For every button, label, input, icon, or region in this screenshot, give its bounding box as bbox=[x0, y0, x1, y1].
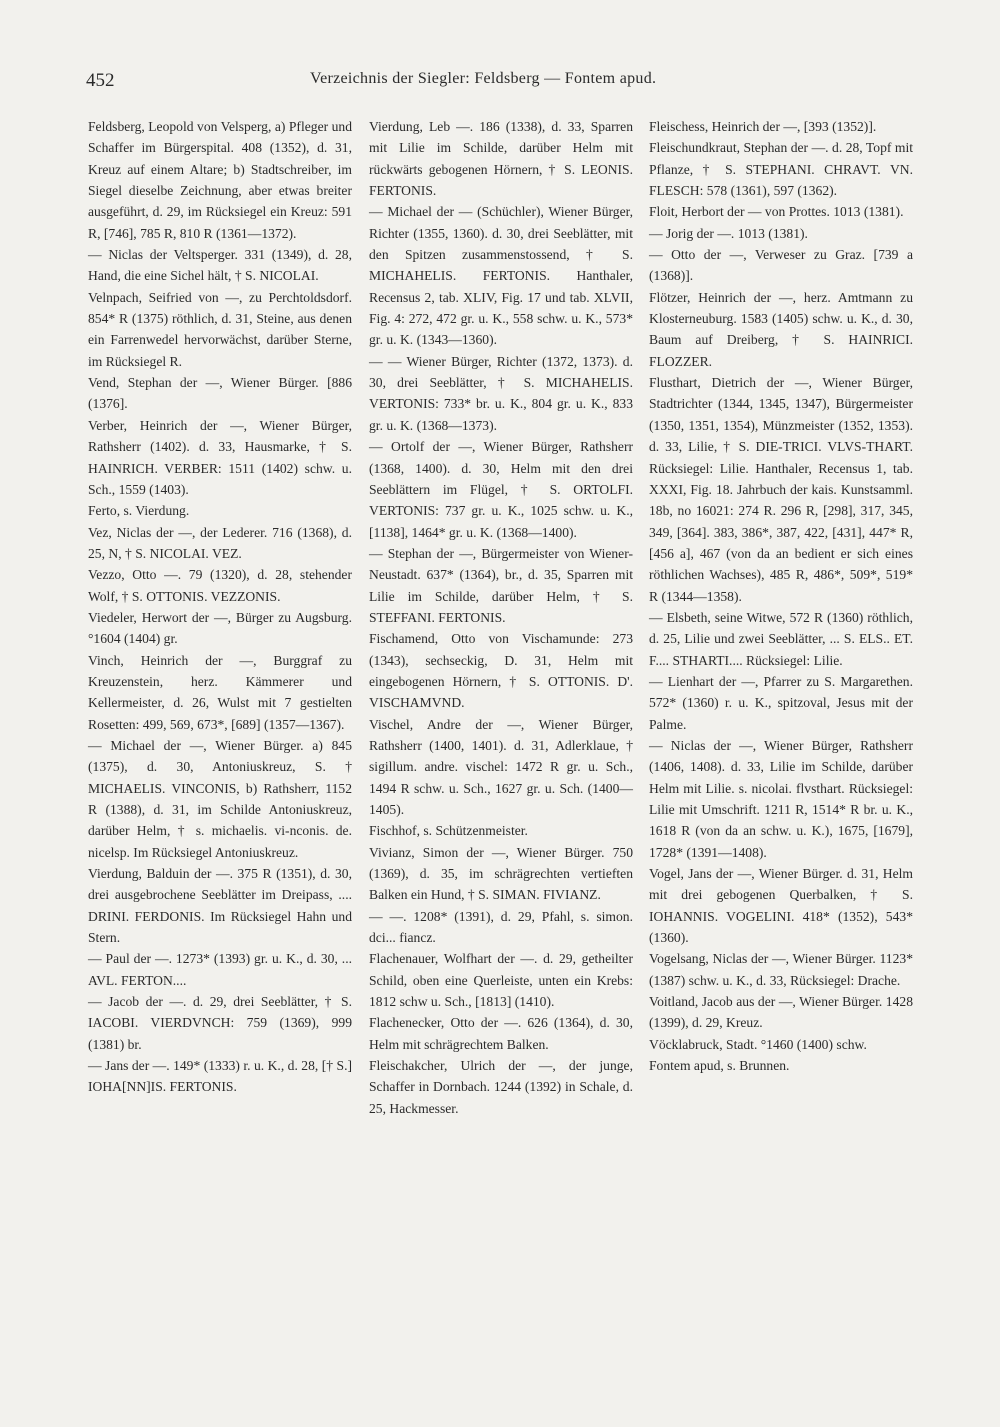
index-entry: Vierdung, Balduin der —. 375 R (1351), d. 30, drei ausgebrochene Seeblätter im Dreipass, .... DRINI. FERDONIS. Im Rücksiegel Hahn und Stern. bbox=[88, 866, 352, 946]
index-entry: — —. 1208* (1391), d. 29, Pfahl, s. simon. dci... fiancz. bbox=[369, 908, 633, 946]
index-entry: Vezzo, Otto —. 79 (1320), d. 28, stehender Wolf, † S. OTTONIS. VEZZONIS. bbox=[88, 567, 352, 604]
index-entry: Flötzer, Heinrich der —, herz. Amtmann zu Klosterneuburg. 1583 (1405) schw. u. K., d. 30, Baum auf Dreiberg, † S. HAINRICI. FLOZZER. bbox=[649, 289, 913, 369]
index-entry: — Niclas der Veltsperger. 331 (1349), d. 28, Hand, die eine Sichel hält, † S. NICOLAI. bbox=[88, 247, 352, 284]
index-entry: Flachenauer, Wolfhart der —. d. 29, getheilter Schild, oben eine Querleiste, unten ein Krebs: 1812 schw u. Sch., [1813] (1410). bbox=[369, 951, 633, 1010]
index-entry: Vez, Niclas der —, der Lederer. 716 (1368), d. 25, N, † S. NICOLAI. VEZ. bbox=[88, 524, 352, 561]
index-entry: — Elsbeth, seine Witwe, 572 R (1360) röthlich, d. 25, Lilie und zwei Seeblätter, ... S. ELS.. ET. F.... STHARTI.... Rücksiegel: Lilie. bbox=[649, 609, 913, 668]
index-entry: Vogel, Jans der —, Wiener Bürger. d. 31, Helm mit drei gebogenen Querbalken, † S. IOHANNIS. VOGELINI. 418* (1352), 543* (1360). bbox=[649, 866, 913, 946]
index-entry: Fleischess, Heinrich der —, [393 (1352)]. bbox=[649, 119, 877, 134]
index-entry: Vöcklabruck, Stadt. °1460 (1400) schw. bbox=[649, 1036, 867, 1052]
index-entry: Floit, Herbort der — von Prottes. 1013 (1381). bbox=[649, 204, 904, 220]
index-entry: Fischamend, Otto von Vischamunde: 273 (1343), sechseckig, D. 31, Helm mit eingebogenen Hörnern, † S. OTTONIS. D'. VISCHAMVND. bbox=[369, 631, 633, 711]
column-1 bbox=[88, 116, 352, 1098]
index-entry: Fontem apud, s. Brunnen. bbox=[649, 1058, 790, 1074]
index-entry: Flachenecker, Otto der —. 626 (1364), d. 30, Helm mit schrägrechtem Balken. bbox=[369, 1015, 633, 1052]
index-entry: Velnpach, Seifried von —, zu Perchtoldsdorf. 854* R (1375) röthlich, d. 31, Steine, aus denen ein Farrenwedel hervorwächst, darüber Sterne, im Rücksiegel R. bbox=[88, 289, 352, 369]
index-entry: Flusthart, Dietrich der —, Wiener Bürger, Stadtrichter (1344, 1345, 1347), Bürgermeister (1350, 1351, 1354), Münzmeister (1352, 1353). d. 33, Lilie, † S. DIE-TRICI. VLVS-THART. Rücksiegel: Lilie. Hanthaler, Recensus 1, tab. XXXI, Fig. 18. Jahrbuch der kais. Kunstsamml. 18b, no 16021: 274 R. 296 R, [298], 317, 345, 349, [364]. 383, 386*, 387, 422, [431], 447* R, [456 a], 467 (von da an bedient er sich eines röthlichen Wachses), 485 R, 486*, 509*, 519* R (1344—1358). bbox=[649, 375, 913, 604]
index-entry: — Ortolf der —, Wiener Bürger, Rathsherr (1368, 1400). d. 30, Helm mit den drei Seeblättern im Flügel, † S. ORTOLFI. VERTONIS: 737 gr. u. K., 1025 schw. u. K., [1138], 1464* gr. u. K. (1368—1400). bbox=[369, 439, 633, 540]
index-entry: Vinch, Heinrich der —, Burggraf zu Kreuzenstein, herz. Kämmerer und Kellermeister, d. 26, Wulst mit 7 gestielten Rosetten: 499, 569, 673*, [689] (1357—1367). bbox=[88, 652, 352, 732]
index-entry: — Paul der —. 1273* (1393) gr. u. K., d. 30, ... AVL. FERTON.... bbox=[88, 951, 352, 988]
index-entry: Vierdung, Leb —. 186 (1338), d. 33, Sparren mit Lilie im Schilde, darüber Helm mit rückwärts gebogenen Hörnern, † S. LEONIS. FERTONIS. bbox=[369, 119, 633, 199]
index-entry: Viedeler, Herwort der —, Bürger zu Augsburg. °1604 (1404) gr. bbox=[88, 609, 352, 647]
index-entry: — Otto der —, Verweser zu Graz. [739 a (1368)]. bbox=[649, 247, 913, 284]
index-entry: Fleischundkraut, Stephan der —. d. 28, Topf mit Pflanze, † S. STEPHANI. CHRAVT. VN. FLESCH: 578 (1361), 597 (1362). bbox=[649, 140, 913, 199]
index-entry: Fleischakcher, Ulrich der —, der junge, Schaffer in Dornbach. 1244 (1392) in Schale, d. 25, Hackmesser. bbox=[369, 1058, 633, 1116]
index-entry: — Jorig der —. 1013 (1381). bbox=[649, 225, 808, 241]
index-entry: — Jans der —. 149* (1333) r. u. K., d. 28, [† S.] IOHA[NN]IS. FERTONIS. bbox=[88, 1058, 352, 1095]
running-head: Verzeichnis der Siegler: Feldsberg — Fontem apud. bbox=[310, 70, 657, 87]
index-entry: — Lienhart der —, Pfarrer zu S. Margarethen. 572* (1360) r. u. K., spitzoval, Jesus mit der Palme. bbox=[649, 673, 913, 732]
index-entry: — Michael der —, Wiener Bürger. a) 845 (1375), d. 30, Antoniuskreuz, S. † MICHAELIS. VINCONIS, b) Rathsherr, 1152 R (1388), d. 31, im Schilde Antoniuskreuz, darüber Helm, † s. michaelis. vi-nconis. de. nicelsp. Im Rücksiegel Antoniuskreuz. bbox=[88, 737, 352, 860]
index-entry: Ferto, s. Vierdung. bbox=[88, 503, 190, 519]
index-entry: Feldsberg, Leopold von Velsperg, a) Pfleger und Schaffer im Bürgerspital. 408 (1352), d. 31, Kreuz auf einem Altare; b) Stadtschreiber, im Siegel dieselbe Zeichnung, aber etwas breiter ausgeführt, d. 29, im Rücksiegel ein Kreuz: 591 R, [746], 785 R, 810 R (1361—1372). bbox=[88, 119, 352, 241]
page-number: 452 bbox=[86, 70, 115, 91]
index-entry: Fischhof, s. Schützenmeister. bbox=[369, 823, 528, 839]
index-entry: — — Wiener Bürger, Richter (1372, 1373). d. 30, drei Seeblätter, † S. MICHAHELIS. VERTONIS: 733* br. u. K., 804 gr. u. K., 833 gr. u. K. (1368—1373). bbox=[369, 353, 633, 433]
index-entry: — Niclas der —, Wiener Bürger, Rathsherr (1406, 1408). d. 33, Lilie im Schilde, darüber Helm mit Lilie. s. nicolai. flvsthart. Rücksiegel: Lilie mit Umschrift. 1211 R, 1514* R br. u. K., 1618 R (von da an schw. u. K.), 1675, [1679], 1728* (1391—1408). bbox=[649, 737, 913, 860]
index-entry: Vend, Stephan der —, Wiener Bürger. [886 (1376]. bbox=[88, 375, 352, 412]
index-entry: Vivianz, Simon der —, Wiener Bürger. 750 (1369), d. 35, im schrägrechten vertieften Balken ein Hund, † S. SIMAN. FIVIANZ. bbox=[369, 844, 633, 903]
index-entry: — Michael der — (Schüchler), Wiener Bürger, Richter (1355, 1360). d. 30, drei Seeblätter, mit den Spitzen zusammenstossend, † S. MICHAHELIS. FERTONIS. Hanthaler, Recensus 2, tab. XLIV, Fig. 17 und tab. XLVII, Fig. 4: 272, 472 gr. u. K., 558 schw. u. K., 573* gr. u. K. (1343—1360). bbox=[369, 204, 633, 348]
index-entry: Voitland, Jacob aus der —, Wiener Bürger. 1428 (1399), d. 29, Kreuz. bbox=[649, 994, 913, 1031]
index-entry: Vischel, Andre der —, Wiener Bürger, Rathsherr (1400, 1401). d. 31, Adlerklaue, † sigillum. andre. vischel: 1472 R gr. u. Sch., 1494 R schw. u. Sch., 1627 gr. u. Sch. (1400—1405). bbox=[369, 716, 633, 817]
column-3 bbox=[649, 116, 913, 1076]
index-entry: — Stephan der —, Bürgermeister von Wiener-Neustadt. 637* (1364), br., d. 35, Sparren mit Lilie im Schilde, darüber Helm, † S. STEFFANI. FERTONIS. bbox=[369, 545, 633, 625]
column-2 bbox=[369, 116, 633, 1119]
index-entry: — Jacob der —. d. 29, drei Seeblätter, † S. IACOBI. VIERDVNCH: 759 (1369), 999 (1381) br. bbox=[88, 994, 352, 1052]
index-entry: Verber, Heinrich der —, Wiener Bürger, Rathsherr (1402). d. 33, Hausmarke, † S. HAINRICH. VERBER: 1511 (1402) schw. u. Sch., 1559 (1403). bbox=[88, 417, 352, 497]
index-entry: Vogelsang, Niclas der —, Wiener Bürger. 1123* (1387) schw. u. K., d. 33, Rücksiegel: Drache. bbox=[649, 951, 913, 988]
